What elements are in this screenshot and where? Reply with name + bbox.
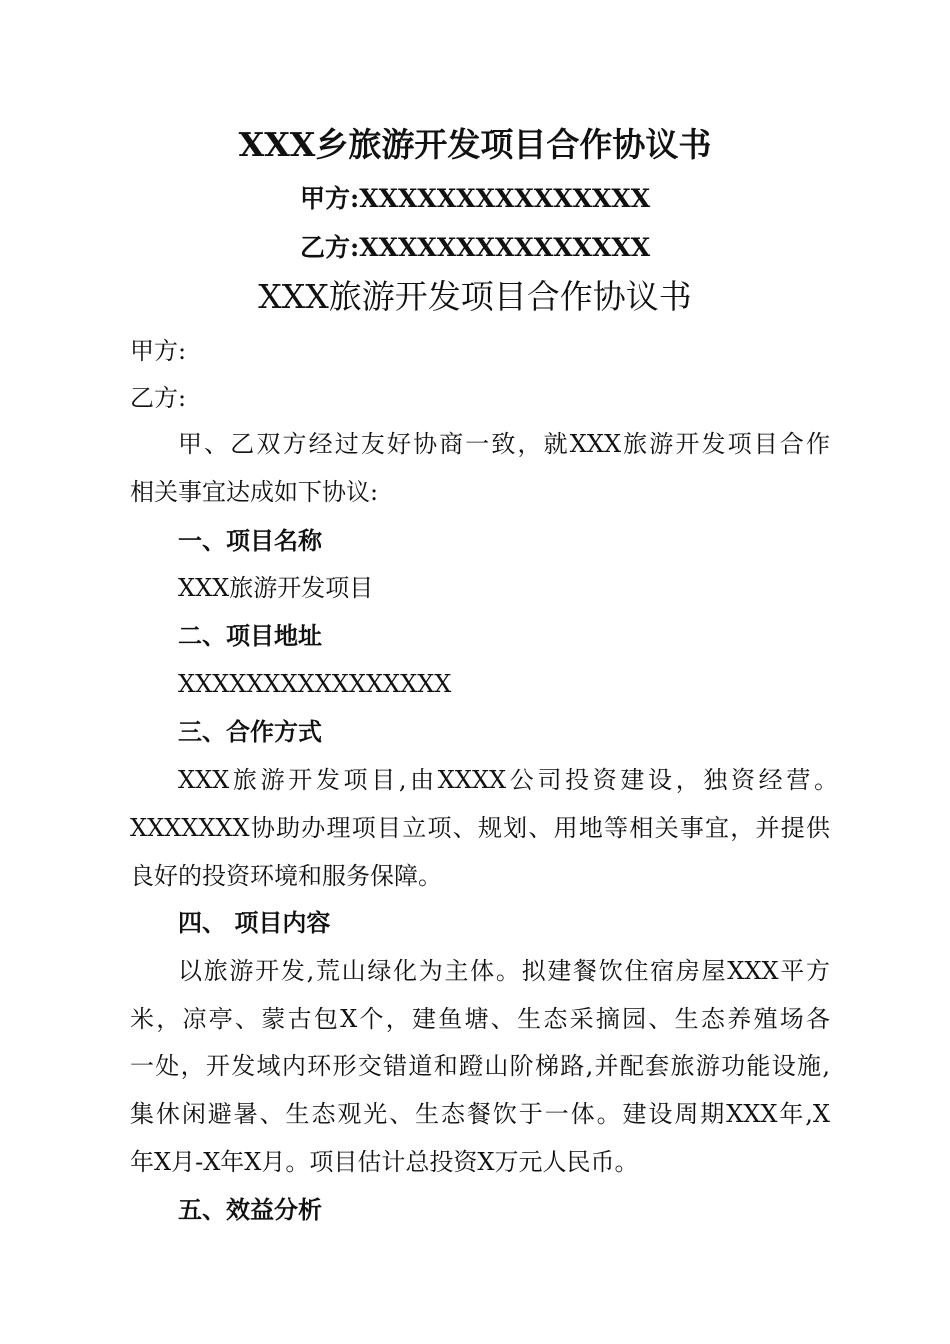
section-2-heading: 二、项目地址 — [178, 622, 322, 650]
section-3-heading: 三、合作方式 — [178, 718, 322, 746]
section-3-line-1: XXX旅游开发项目,由XXXX公司投资建设，独资经营。 — [178, 766, 838, 794]
section-4-line-1: 以旅游开发,荒山绿化为主体。拟建餐饮住宿房屋XXX平方 — [178, 957, 830, 985]
party-b-label: 乙方: — [130, 384, 187, 412]
section-5-heading: 五、效益分析 — [178, 1196, 322, 1224]
section-4-line-2: 米，凉亭、蒙古包X个，建鱼塘、生态采摘园、生态养殖场各 — [130, 1005, 830, 1033]
section-4-heading: 四、 项目内容 — [178, 909, 331, 937]
cover-party-a: 甲方:XXXXXXXXXXXXXXX — [300, 184, 651, 213]
main-title: XXX乡旅游开发项目合作协议书 — [238, 125, 712, 164]
cover-party-b: 乙方:XXXXXXXXXXXXXXX — [300, 233, 651, 262]
section-1-line-1: XXX旅游开发项目 — [178, 574, 374, 602]
section-4-line-3: 一处，开发域内环形交错道和蹬山阶梯路,并配套旅游功能设施, — [130, 1052, 830, 1080]
intro-line-1: 甲、乙双方经过友好协商一致，就XXX旅游开发项目合作 — [178, 430, 830, 458]
section-4-line-4: 集休闲避暑、生态观光、生态餐饮于一体。建设周期XXX年,X — [130, 1100, 830, 1128]
section-2-line-1: XXXXXXXXXXXXXXXX — [178, 670, 452, 698]
section-4-line-5: 年X月-X年X月。项目估计总投资X万元人民币。 — [130, 1148, 639, 1176]
sub-title: XXX旅游开发项目合作协议书 — [258, 277, 692, 316]
section-3-line-3: 良好的投资环境和服务保障。 — [130, 862, 442, 890]
party-a-label: 甲方: — [130, 337, 187, 365]
section-1-heading: 一、项目名称 — [178, 527, 322, 555]
section-3-line-2: XXXXXXX协助办理项目立项、规划、用地等相关事宜，并提供 — [130, 814, 830, 842]
intro-line-2: 相关事宜达成如下协议: — [130, 478, 379, 506]
